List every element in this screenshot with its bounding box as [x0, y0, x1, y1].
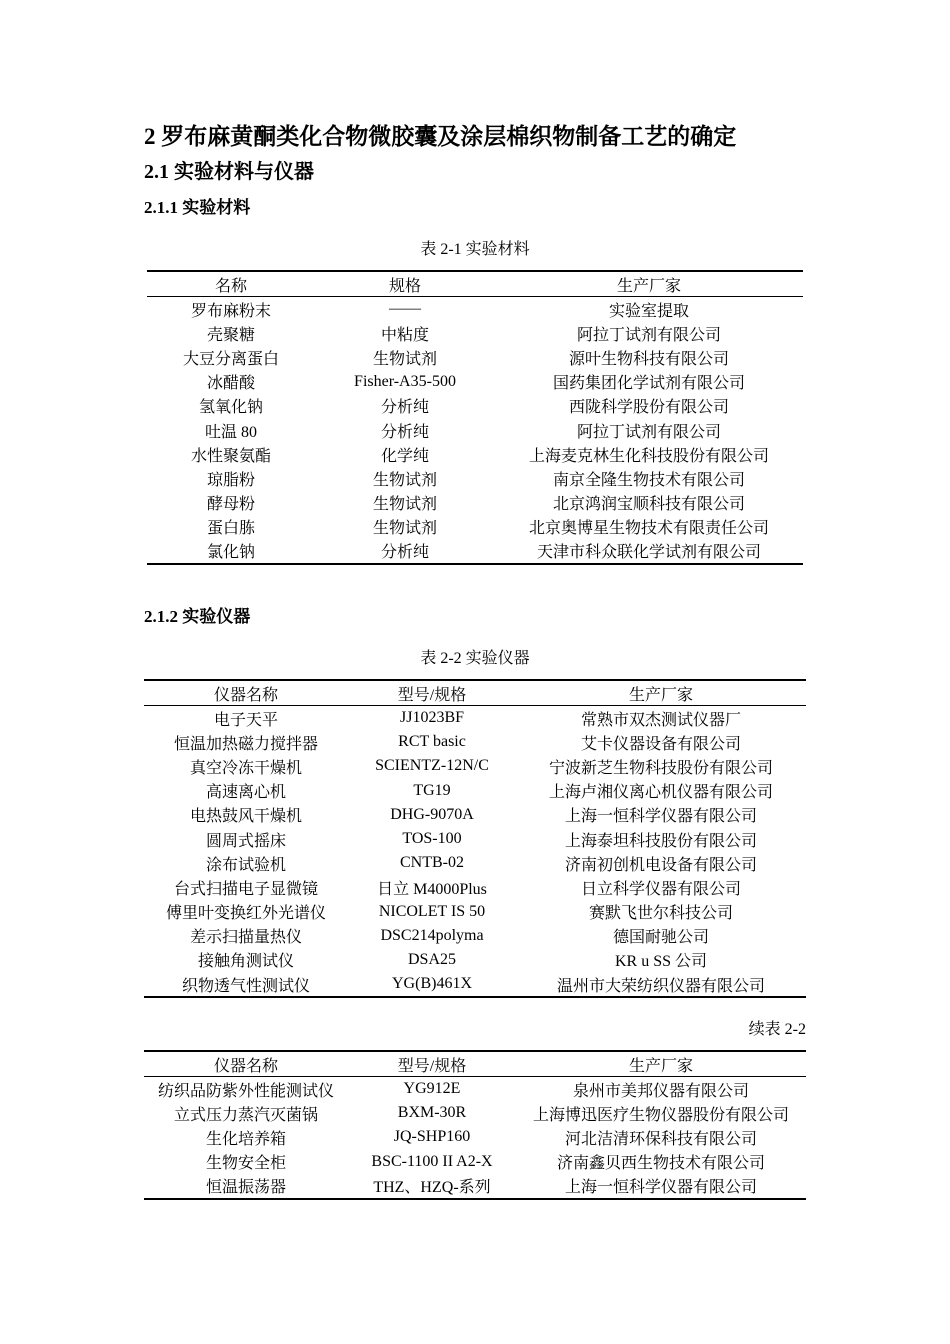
cell-name: 纺织品防紫外性能测试仪 [157, 1082, 334, 1100]
cell-name: 圆周式摇床 [205, 832, 286, 850]
table-header-row [144, 1051, 806, 1077]
column-header-spec: 规格 [315, 271, 495, 297]
cell-name: 氢氧化钠 [198, 399, 263, 417]
column-header-instrument: 仪器名称 [144, 1051, 348, 1077]
cell-spec: NICOLET IS 50 [378, 902, 486, 920]
table-row [144, 875, 806, 899]
cell-spec: DSC214polyma [380, 926, 484, 944]
cell-spec: YG(B)461X [392, 975, 472, 993]
instruments-table [144, 679, 806, 998]
cell-spec: —— [389, 300, 421, 318]
column-header-model: 型号/规格 [348, 1051, 516, 1077]
cell-name: 涂布试验机 [205, 856, 286, 874]
cell-name: 真空冷冻干燥机 [189, 759, 302, 777]
table-row [147, 442, 803, 466]
cell-spec: DHG-9070A [390, 805, 474, 823]
cell-spec: DSA25 [407, 950, 456, 968]
table-row [147, 466, 803, 490]
cell-name: 电子天平 [213, 711, 278, 729]
cell-manufacturer: KR u SS 公司 [614, 953, 708, 971]
table-row [144, 754, 806, 778]
cell-spec: 分析纯 [380, 544, 429, 562]
cell-spec: RCT basic [398, 733, 466, 751]
subsection-instruments-title: 2.1.2 实验仪器 [144, 607, 251, 626]
cell-manufacturer: 日立科学仪器有限公司 [580, 880, 741, 898]
cell-spec: 化学纯 [380, 447, 429, 465]
cell-name: 差示扫描量热仪 [189, 929, 302, 947]
cell-spec: THZ、HZQ-系列 [373, 1179, 491, 1197]
table-row [147, 321, 803, 345]
cell-spec: 中粘度 [380, 326, 429, 344]
cell-manufacturer: 常熟市双杰测试仪器厂 [580, 711, 741, 729]
table-row [147, 491, 803, 515]
cell-name: 蛋白胨 [206, 520, 255, 538]
cell-spec: 生物试剂 [372, 350, 437, 368]
cell-manufacturer: 天津市科众联化学试剂有限公司 [536, 544, 761, 562]
cell-name: 吐温 80 [204, 423, 257, 441]
cell-manufacturer: 宁波新芝生物科技股份有限公司 [548, 759, 773, 777]
cell-spec: JQ-SHP160 [393, 1128, 471, 1146]
cell-name: 壳聚糖 [206, 326, 255, 344]
cell-name: 生化培养箱 [205, 1130, 286, 1148]
instruments-continued-table-body [144, 1077, 806, 1199]
cell-spec: YG912E [403, 1080, 461, 1098]
table-row [147, 370, 803, 394]
cell-spec: SCIENTZ-12N/C [375, 757, 489, 775]
chapter-title: 2 罗布麻黄酮类化合物微胶囊及涂层棉织物制备工艺的确定 [144, 124, 737, 149]
materials-table [147, 270, 803, 565]
table-row [144, 827, 806, 851]
subsection-materials-title: 2.1.1 实验材料 [144, 198, 251, 217]
table-header-row [144, 680, 806, 706]
table-row [147, 539, 803, 564]
table-row [147, 345, 803, 369]
cell-manufacturer: 上海一恒科学仪器有限公司 [564, 808, 757, 826]
instruments-table-body [144, 706, 806, 998]
table-row [144, 779, 806, 803]
table-row [144, 900, 806, 924]
column-header-manufacturer: 生产厂家 [495, 271, 803, 297]
table-row [144, 1125, 806, 1149]
cell-manufacturer: 温州市大荣纺织仪器有限公司 [556, 977, 765, 995]
cell-name: 织物透气性测试仪 [181, 977, 310, 995]
table-row [147, 297, 803, 322]
section-title: 2.1 实验材料与仪器 [144, 161, 314, 183]
cell-spec: 分析纯 [380, 423, 429, 441]
cell-spec: 日立 M4000Plus [377, 880, 487, 898]
materials-table-body [147, 297, 803, 565]
cell-name: 电热鼓风干燥机 [189, 808, 302, 826]
column-header-model: 型号/规格 [348, 680, 516, 706]
continued-table-label: 续表 2-2 [748, 1021, 806, 1038]
cell-name: 台式扫描电子显微镜 [173, 880, 318, 898]
table-row [144, 924, 806, 948]
cell-name: 傅里叶变换红外光谱仪 [165, 905, 326, 923]
cell-name: 恒温振荡器 [205, 1179, 286, 1197]
cell-manufacturer: 阿拉丁试剂有限公司 [576, 423, 721, 441]
cell-spec: 分析纯 [380, 399, 429, 417]
cell-spec: BSC-1100 II A2-X [371, 1152, 493, 1170]
cell-manufacturer: 上海麦克林生化科技股份有限公司 [528, 447, 769, 465]
cell-name: 恒温加热磁力搅拌器 [173, 735, 318, 753]
column-header-instrument: 仪器名称 [144, 680, 348, 706]
cell-name: 生物安全柜 [205, 1155, 286, 1173]
cell-name: 氯化钠 [206, 544, 255, 562]
cell-manufacturer: 德国耐驰公司 [612, 929, 709, 947]
cell-spec: BXM-30R [397, 1104, 467, 1122]
table-row [144, 706, 806, 731]
cell-name: 大豆分离蛋白 [182, 350, 279, 368]
cell-name: 罗布麻粉末 [190, 302, 271, 320]
cell-manufacturer: 实验室提取 [608, 302, 689, 320]
cell-manufacturer: 济南鑫贝西生物技术有限公司 [556, 1155, 765, 1173]
cell-manufacturer: 西陇科学股份有限公司 [568, 399, 729, 417]
cell-manufacturer: 源叶生物科技有限公司 [568, 350, 729, 368]
cell-spec: TG19 [413, 781, 451, 799]
column-header-name: 名称 [147, 271, 315, 297]
cell-manufacturer: 南京全隆生物技术有限公司 [552, 471, 745, 489]
table-row [144, 851, 806, 875]
cell-spec: 生物试剂 [372, 471, 437, 489]
cell-manufacturer: 泉州市美邦仪器有限公司 [572, 1082, 749, 1100]
cell-manufacturer: 赛默飞世尔科技公司 [588, 905, 733, 923]
instruments-table-continued [144, 1050, 806, 1200]
cell-spec: JJ1023BF [399, 709, 465, 727]
table-row [144, 972, 806, 997]
cell-manufacturer: 上海博迅医疗生物仪器股份有限公司 [532, 1106, 789, 1124]
cell-spec: CNTB-02 [400, 854, 464, 872]
cell-name: 琼脂粉 [206, 471, 255, 489]
table-row [144, 1174, 806, 1199]
cell-name: 接触角测试仪 [197, 953, 294, 971]
cell-name: 酵母粉 [206, 496, 255, 514]
cell-manufacturer: 上海泰坦科技股份有限公司 [564, 832, 757, 850]
table-header-row [147, 271, 803, 297]
cell-manufacturer: 上海一恒科学仪器有限公司 [564, 1179, 757, 1197]
cell-manufacturer: 国药集团化学试剂有限公司 [552, 375, 745, 393]
column-header-manufacturer: 生产厂家 [516, 680, 806, 706]
cell-manufacturer: 上海卢湘仪离心机仪器有限公司 [548, 784, 773, 802]
cell-name: 立式压力蒸汽灭菌锅 [173, 1106, 318, 1124]
cell-spec: 生物试剂 [372, 520, 437, 538]
cell-name: 冰醋酸 [206, 375, 255, 393]
table-row [144, 730, 806, 754]
cell-spec: TOS-100 [402, 830, 462, 848]
cell-manufacturer: 河北洁清环保科技有限公司 [564, 1130, 757, 1148]
table-row [147, 418, 803, 442]
cell-manufacturer: 济南初创机电设备有限公司 [564, 856, 757, 874]
table-row [144, 1077, 806, 1102]
table-row [144, 1101, 806, 1125]
table-row [144, 1150, 806, 1174]
table-row [144, 803, 806, 827]
cell-manufacturer: 阿拉丁试剂有限公司 [576, 326, 721, 344]
cell-name: 高速离心机 [205, 784, 286, 802]
cell-manufacturer: 艾卡仪器设备有限公司 [580, 735, 741, 753]
cell-spec: Fisher-A35-500 [354, 372, 456, 390]
column-header-manufacturer: 生产厂家 [516, 1051, 806, 1077]
cell-name: 水性聚氨酯 [190, 447, 271, 465]
cell-manufacturer: 北京鸿润宝顺科技有限公司 [552, 496, 745, 514]
table-row [147, 515, 803, 539]
cell-spec: 生物试剂 [372, 496, 437, 514]
table-row [144, 948, 806, 972]
table1-caption: 表 2-1 实验材料 [420, 241, 530, 258]
table-row [147, 394, 803, 418]
cell-manufacturer: 北京奥博星生物技术有限责任公司 [528, 520, 769, 538]
table2-caption: 表 2-2 实验仪器 [420, 650, 530, 667]
